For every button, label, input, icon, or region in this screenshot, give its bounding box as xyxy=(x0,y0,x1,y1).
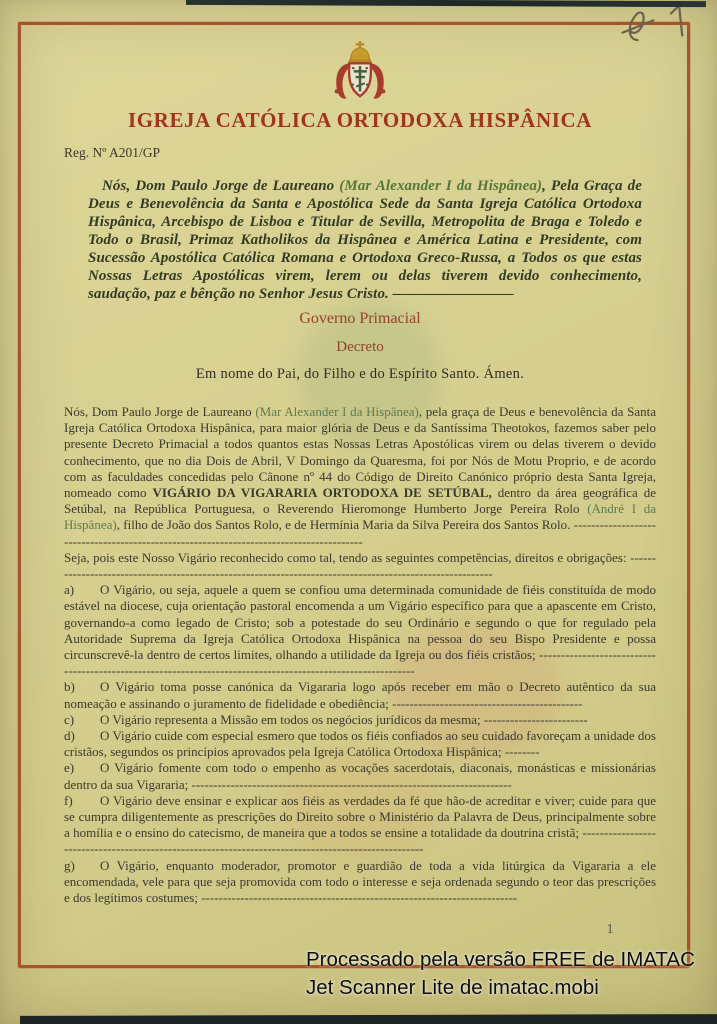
list-item-d xyxy=(64,728,656,760)
preamble-calligraphy-paragraph xyxy=(88,177,642,303)
list-item-e xyxy=(64,760,656,792)
nomination-paragraph xyxy=(64,404,656,550)
item-text: O Vigário, ou seja, aquele a quem se confiou uma determinada comunidade de fiéis constituída de modo estável na diocese, cuja orientação pastoral encomenda a um Vigário específico para que a apascente em Cristo, governando-a como legado de Cristo; sob a potestade do seu Ordinário e segundo o que for regulado pela Autoridade Suprema da Igreja Católica Ortodoxa Hispânica na pessoa do seu Bispo Presidente e possa circunscrevê-la dentro de certos limites, olhando a utilidade da Igreja ou dos fiéis cristãos; xyxy=(64,582,656,663)
decree-heading: Decreto xyxy=(336,339,384,355)
filler-dashes: ———————— xyxy=(392,286,514,302)
invocation-line: Em nome do Pai, do Filho e do Espírito Santo. Ámen. xyxy=(195,366,525,382)
body-text: dentro da área geográfica de Setúbal, na República Portuguesa, o Reverendo Hieromonge Humberto Jorge Pereira Rolo xyxy=(64,485,656,517)
page-number: 1 xyxy=(606,921,614,936)
item-text: O Vigário cuide com especial esmero que todos os fiéis confiados ao seu cuidado favoreçam a unidade dos cristãos, segundos os princípios aprovados pela Igreja Católica Ortodoxa Hispânica; xyxy=(64,728,656,760)
coat-of-arms-icon xyxy=(64,40,656,106)
item-text: O Vigário representa a Missão em todos os negócios jurídicos da mesma; xyxy=(100,711,484,727)
preamble-text: , Pela Graça de Deus e Benevolência da Santa e Apostólica Sede da Santa Igreja Católica Ortodoxa Hispânica, Arcebispo de Lisboa e Titular de Sevilla, Metropolita de Braga e Toledo e Todo o Brasil, Primaz Katholikos da Hispânea e América Latina e Presidente, com Sucessão Apostólica Católica Romana e Ortodoxa Greco-Russa, a Todos os que estas Nossas Letras Apostólicas virem, lerem ou delas tiverem devido conhecimento, saudação, paz e bênção no Senhor Jesus Cristo. xyxy=(88,178,643,302)
section-heading: Governo Primacial xyxy=(299,310,421,327)
filler-dashes: ---------------------------------------------------------------------------------------- xyxy=(64,517,656,549)
church-name-title: IGREJA CATÓLICA ORTODOXA HISPÂNICA xyxy=(127,108,593,132)
list-item-g xyxy=(64,858,656,907)
regnal-name: (André I da Hispânea) xyxy=(64,501,656,533)
document-content xyxy=(64,30,656,906)
body-text: , pela graça de Deus e benevolência da Santa Igreja Católica Ortodoxa Hispânica, para maior glória de Deus e da Santíssima Theotokos, fazemos saber pelo presente Decreto Primacial a todos quantos estas Nossas Letras Apostólicas virem ou delas tiverem o devido conhecimento, que no dia Dois de Abril, V Domingo da Quaresma, foi por Nós de Motu Proprio, e de acordo com as faculdades concedidas pelo Cânone nº 44 do Código de Direito Canónico próprio desta Santa Igreja, nomeado como xyxy=(64,404,656,501)
item-letter: g) xyxy=(64,857,75,873)
item-text: O Vigário fomente com todo o empenho as vocações sacerdotais, diaconais, monásticas e missionárias dentro da sua Vigararia; xyxy=(64,760,656,792)
body-text: , filho de João dos Santos Rolo, e de Hermínia Maria da Silva Pereira dos Santos Rolo. xyxy=(116,517,574,533)
watermark-line: Jet Scanner Lite de imatac.mobi xyxy=(306,975,599,999)
list-item-f xyxy=(64,793,656,858)
item-text: O Vigário toma posse canónica da Vigararia logo após receber em mão o Decreto autêntico da sua nomeação e assinando o juramento de fidelidade e obediência; xyxy=(64,679,656,711)
filler-dashes: ------------------------ xyxy=(483,711,588,727)
list-item-b xyxy=(64,679,656,711)
item-letter: c) xyxy=(64,711,75,727)
item-letter: a) xyxy=(64,582,75,598)
item-letter: d) xyxy=(64,728,75,744)
body-text: Nós, Dom Paulo Jorge de Laureano xyxy=(64,404,256,419)
filler-dashes: ------------------------------------------------------------------------- xyxy=(201,890,518,906)
filler-dashes: ------------------------------------------------------------------------------------------------------------ xyxy=(64,647,656,679)
list-item-c xyxy=(64,712,656,728)
filler-dashes: ---------------------------------------------------------------------------------------------------- xyxy=(64,825,656,857)
item-letter: f) xyxy=(64,792,73,808)
vicariate-title-bold: VIGÁRIO DA VIGARARIA ORTODOXA DE SETÚBAL, xyxy=(152,485,492,501)
preamble-text: Nós, Dom Paulo Jorge de Laureano xyxy=(102,178,340,194)
item-letter: e) xyxy=(64,760,75,776)
filler-dashes: -------------------------------------------------------------------------- xyxy=(191,776,512,792)
regnal-name: (Mar Alexander I da Hispânea) xyxy=(255,404,419,419)
filler-dashes: --------------------------------------------------------------------------------------------------------- xyxy=(64,549,656,582)
scan-edge-bottom xyxy=(20,1014,717,1024)
recognition-paragraph xyxy=(64,550,656,582)
registry-number: Reg. Nº A201/GP xyxy=(64,145,161,160)
item-text: O Vigário deve ensinar e explicar aos fiéis as verdades da fé que hão-de acreditar e viver; cuide para que se cumpra diligentemente as prescrições do Direito sobre o Ministério da Palavra de Deus, principalmente sobre a homília e o ensino do catecismo, de maneira que a todos se ensine a totalidade da doutrina cristã; xyxy=(64,792,656,841)
filler-dashes: -------------------------------------------- xyxy=(392,695,583,711)
item-text: O Vigário, enquanto moderador, promotor e guardião de toda a vida litúrgica da Vigararia a ele encomendada, vele para que seja promovida com todo o interesse e seja ordenada segundo o teor das prescrições e dos legítimos costumes; xyxy=(64,857,656,906)
item-letter: b) xyxy=(64,679,75,695)
scanner-watermark xyxy=(306,946,695,1001)
list-item-a xyxy=(64,582,656,679)
decree-body xyxy=(64,404,656,906)
filler-dashes: -------- xyxy=(504,744,540,760)
regnal-name: (Mar Alexander I da Hispânea) xyxy=(339,178,543,194)
watermark-line: Processado pela versão FREE de IMATAC xyxy=(306,948,695,971)
body-text: Seja, pois este Nosso Vigário reconhecido como tal, tendo as seguintes competências, direitos e obrigações: xyxy=(64,549,631,565)
